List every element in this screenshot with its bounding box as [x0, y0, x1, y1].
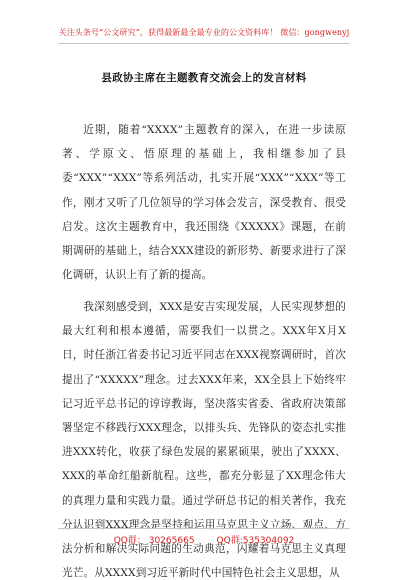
footer-divider [58, 528, 350, 529]
paragraph-2: 我深刻感受到，XXX是安吉实现发展，人民实现梦想的最大红利和根本遵循，需要我们一以贯之。XXX年X月X日，时任浙江省委书记习近平同志在XXX视察调研时，首次提出了“XXXXX”理念。过去XXX年来，XX全县上下始终牢记习近平总书记的谆谆教诲，坚决落实省委、省政府决策部署坚定不移践行XXX理念，以排头兵、先锋队的姿态扎实推进XXX转化，收获了绿色发展的累累硕果，驶出了XXXX、XXX的革命红船新航程。这些，都充分彰显了XX理念伟大的真理力量和实践力量。通过学研总书记的相关著作，我充分认识到XXX理念是坚持和运用马克思主义立场、观点、方法分析和解决实际问题的生动典范，闪耀着马克思主义真理光芒。从XXXX到习近平新时代中国特色社会主义思想，从 [62, 301, 346, 580]
footer-qq-group-2: QQ群:535304092 [216, 536, 295, 546]
top-banner: 关注头条号“公文研究”，获得最新最全最专业的公文资料库！ 微信：gongwenyj [58, 28, 350, 37]
document-title: 县政协主席在主题教育交流会上的发言材料 [101, 72, 307, 84]
document-body [62, 118, 346, 580]
paragraph-1: 近期，随着“XXXX”主题教育的深入，在进一步读原著、学原文、悟原理的基础上，我相继参加了县委“XXX”“XXX”等系列活动，扎实开展“XXX”“XXX”等工作，刚才又听了几位领导的学习体会发言，深受教育、很受启发。这次主题教育中，我还围绕《XXXXX》课题，在前期调研的基础上，结合XXX建设的新形势、新要求进行了深化调研，认识上有了新的提高。 [62, 124, 346, 282]
footer-qq-group-1: QQ群： 30265665 [113, 536, 195, 546]
header-divider [58, 43, 350, 44]
footer [0, 533, 408, 546]
